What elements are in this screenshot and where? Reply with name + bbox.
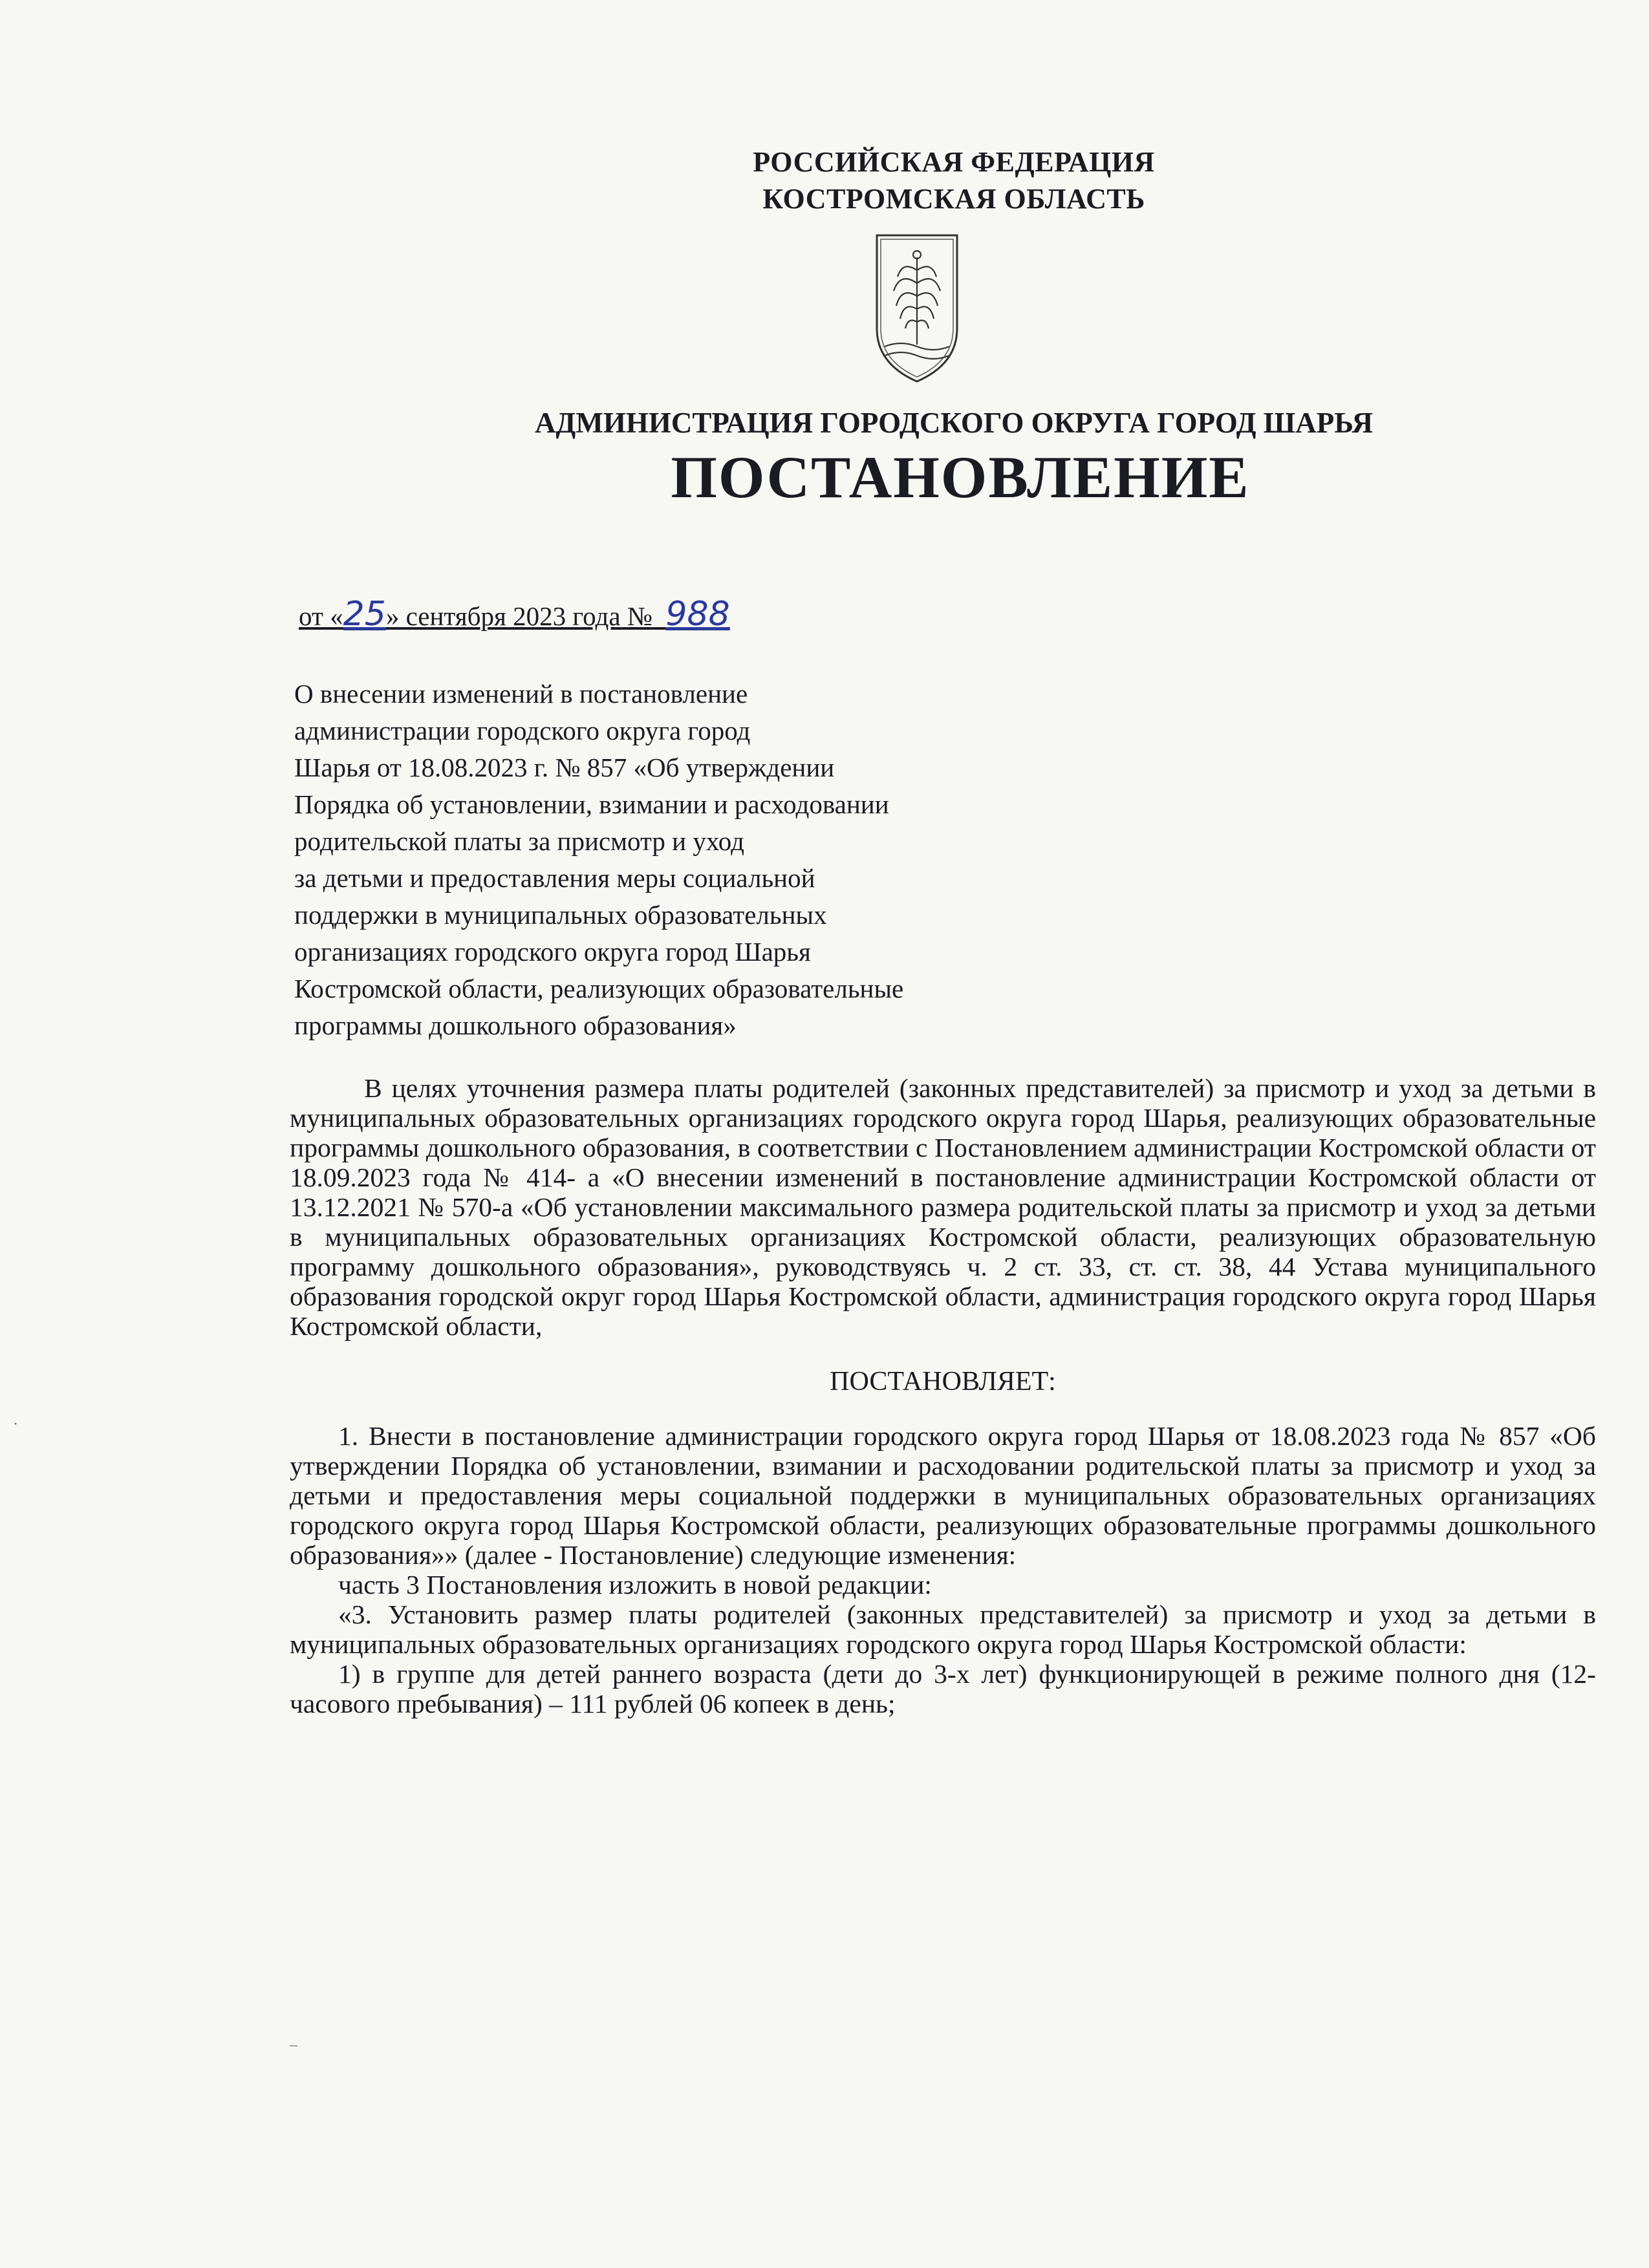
date-number-line	[299, 595, 730, 634]
item-3-1-paragraph: 1) в группе для детей раннего возраста (дети до 3-х лет) функционирующей в режиме полного дня (12-часового пребывания) – 111 рублей 06 копеек в день;	[290, 1659, 1596, 1718]
resolves-heading: ПОСТАНОВЛЯЕТ:	[830, 1367, 1056, 1396]
document-subject	[294, 676, 1077, 1044]
document-body	[290, 1073, 1596, 1718]
preamble-paragraph: В целях уточнения размера платы родителей (законных представителей) за присмотр и уход за детьми в муниципальных образовательных организациях городского округа город Шарья, реализующих образовательные программы дошкольного образования, в соответствии с Постановлением администрации Костромской области от 18.09.2023 года № 414- а «О внесении изменений в постановление администрации Костромской области от 13.12.2021 № 570-а «Об установлении максимального размера родительской платы за присмотр и уход за детьми в муниципальных образовательных организациях Костромской области, реализующих образовательную программу дошкольного образования», руководствуясь ч. 2 ст. 33, ст. ст. 38, 44 Устава муниципального образования городской округ город Шарья Костромской области, администрация городского округа город Шарья Костромской области,	[290, 1073, 1596, 1341]
subject-line: поддержки в муниципальных образовательных	[294, 900, 827, 930]
subject-line: О внесении изменений в постановление	[294, 679, 748, 709]
handwritten-day: 25	[343, 595, 386, 634]
item-3-paragraph: «3. Установить размер платы родителей (законных представителей) за присмотр и уход за детьми в муниципальных образовательных организациях городского округа город Шарья Костромской области:	[290, 1599, 1596, 1659]
subject-line: администрации городского округа город	[294, 716, 751, 745]
item-1-paragraph: 1. Внести в постановление администрации городского округа город Шарья от 18.08.2023 года № 857 «Об утверждении Порядка об установлении, взимании и расходовании родительской платы за присмотр и уход за детьми и предоставления меры социальной поддержки в муниципальных образовательных организациях городского округа город Шарья Костромской области, реализующих образовательные программы дошкольного образования»» (далее - Постановление) следующие изменения:	[290, 1421, 1596, 1570]
administration-title: АДМИНИСТРАЦИЯ ГОРОДСКОГО ОКРУГА ГОРОД ШАРЬЯ	[534, 407, 1374, 439]
region-heading: КОСТРОМСКАЯ ОБЛАСТЬ	[762, 183, 1145, 215]
subject-line: Костромской области, реализующих образовательные	[294, 974, 904, 1003]
subject-line: за детьми и предоставления меры социальной	[294, 863, 815, 893]
coat-of-arms-emblem-icon	[872, 231, 962, 387]
subject-line: программы дошкольного образования»	[294, 1011, 737, 1040]
country-heading: РОССИЙСКАЯ ФЕДЕРАЦИЯ	[753, 146, 1155, 178]
handwritten-number: 988	[665, 595, 730, 634]
date-prefix: от «	[299, 601, 343, 631]
subject-line: Шарья от 18.08.2023 г. № 857 «Об утверждении	[294, 753, 835, 782]
subject-line: родительской платы за присмотр и уход	[294, 826, 744, 856]
scan-speck: –	[290, 2037, 297, 2053]
document-type-title: ПОСТАНОВЛЕНИЕ	[671, 444, 1250, 510]
item-1-sub-paragraph: часть 3 Постановления изложить в новой редакции:	[338, 1570, 932, 1599]
scan-speck: ·	[13, 1416, 18, 1433]
subject-line: организациях городского округа город Шарья	[294, 937, 811, 967]
subject-line: Порядка об установлении, взимании и расходовании	[294, 789, 889, 819]
date-middle: » сентября 2023 года №	[385, 601, 652, 631]
